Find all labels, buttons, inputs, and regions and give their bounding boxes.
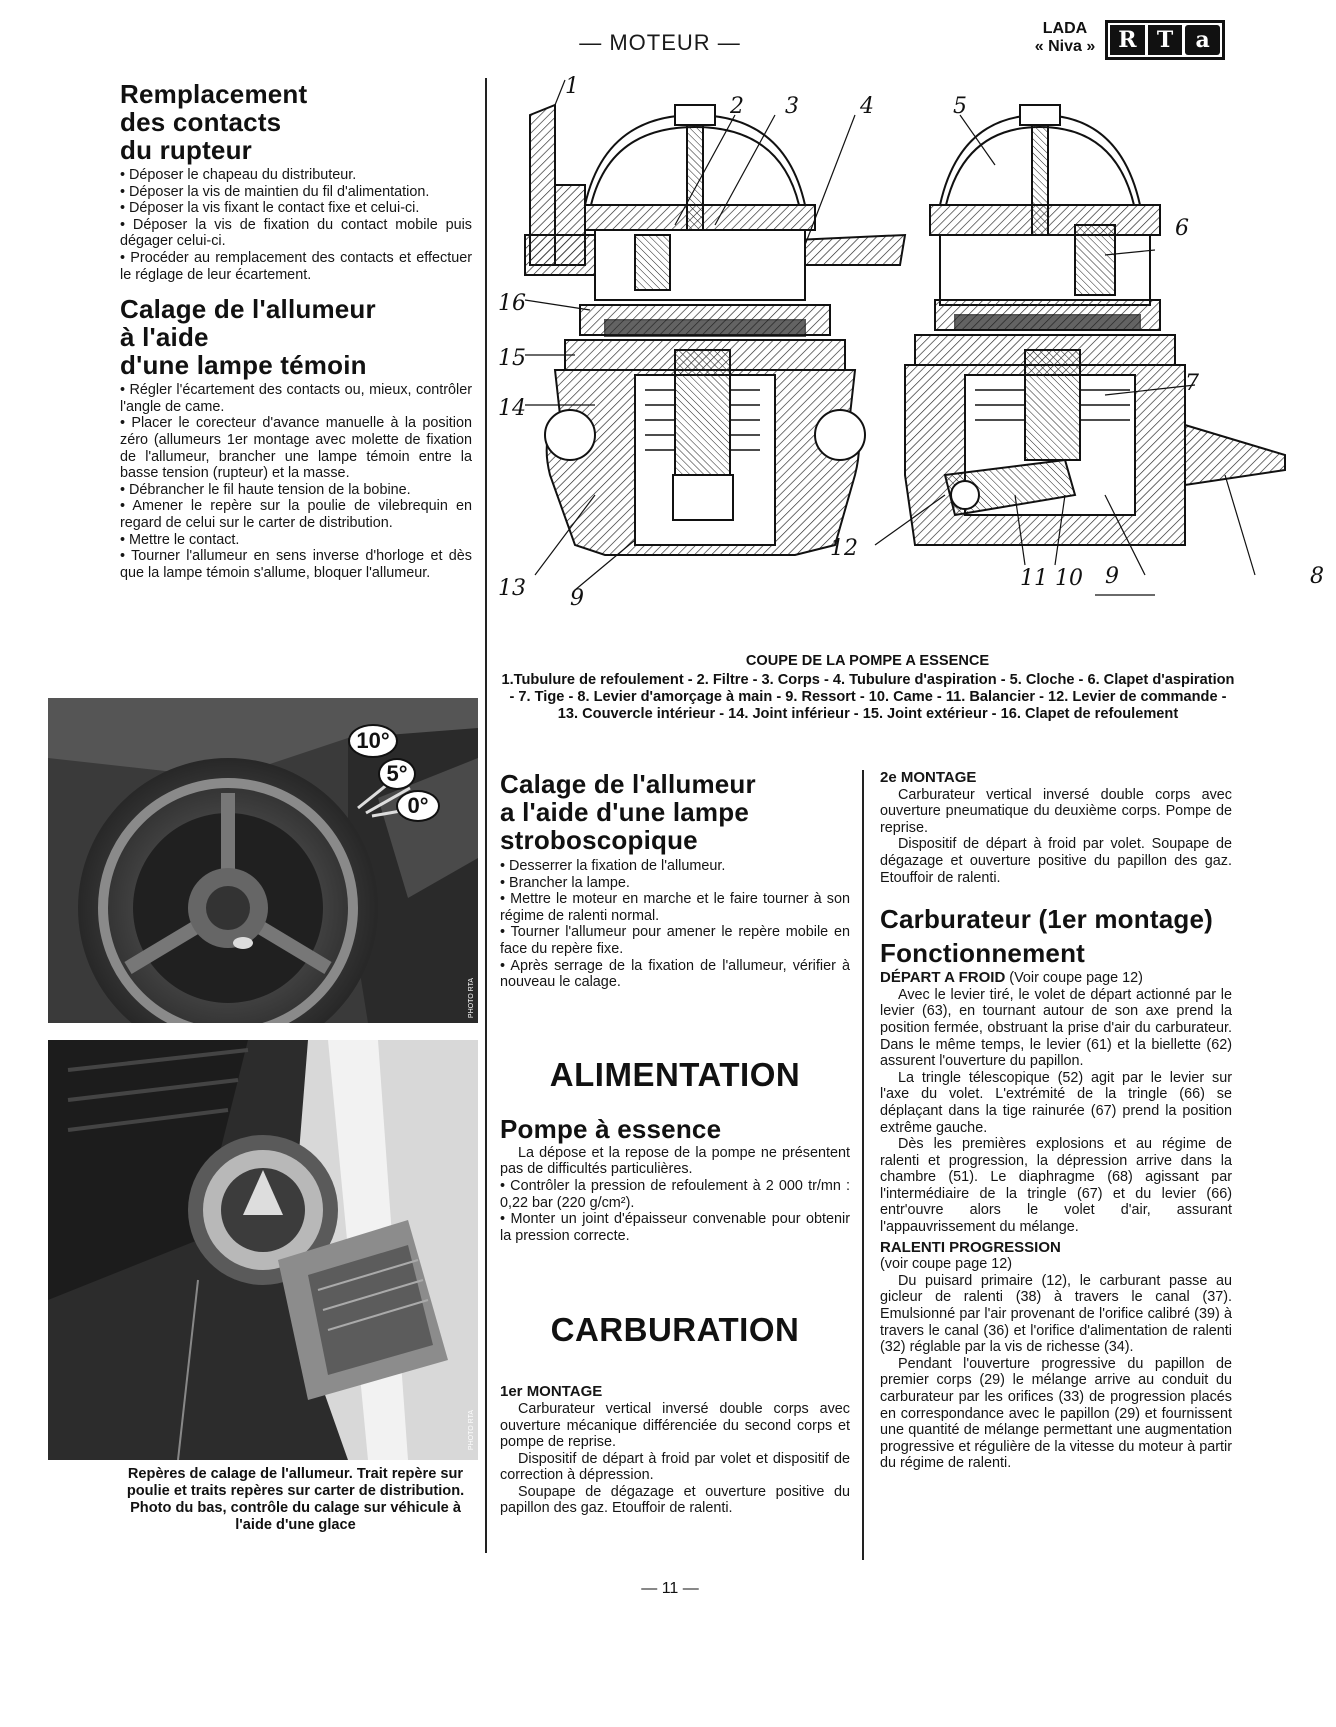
label-13: 13	[498, 576, 526, 601]
section-title-stroboscopique: Calage de l'allumeur a l'aide d'une lampe stroboscopique	[500, 769, 756, 855]
stroboscope-steps: • Desserrer la fixation de l'allumeur. • Brancher la lampe. • Mettre le moteur en marche et le faire tourner à son régime de ralenti normal. • Tourner l'allumeur pour amener le repère mobile en face du repère fixe. • Après serrage de la fixation de l'allumeur, vérifier à nouveau le calage.	[500, 858, 850, 991]
label-15: 15	[498, 346, 526, 371]
fuel-pump-cross-section	[495, 75, 1335, 650]
montage-2-text: Carburateur vertical inversé double corps avec ouverture pneumatique du deuxième corps. Pompe de reprise. Dispositif de départ à froid par volet. Soupape de dégazage et ouverture positive du papillon des gaz. Etouffoir de ralenti.	[880, 786, 1232, 886]
ralenti-progression: RALENTI PROGRESSION (voir coupe page 12) Du puisard primaire (12), le carburant passe au gicleur de ralenti (38) à travers le canal (37). Emulsionné par l'air provenant de l'orifice calibré (39) à travers le canal (36) et l'orifice d'alimentation de ralenti (32) réglable par la vis de richesse (34). Pendant l'ouverture progressive du papillon de premier corps (29) le mélange arrive au conduit du carburateur par les orifices (33) de progression placés en correspondance avec le papillon (29) et fournissent une quantité de mélange permettant une augmentation progressive et régulière de la vitesse du moteur à partir du régime de ralenti.	[880, 1238, 1232, 1472]
subheading-ralenti: RALENTI PROGRESSION	[880, 1238, 1061, 1256]
column-rule-right	[862, 770, 864, 1560]
label-9-left: 9	[570, 586, 584, 611]
rupteur-steps: • Déposer le chapeau du distributeur. • Déposer la vis de maintien du fil d'alimentation. • Déposer la vis fixant le contact fixe et celui-ci. • Déposer la vis de fixation du contact mobile puis dégager celui-ci. • Procéder au remplacement des contacts et effectuer le réglage de leur écartement.	[120, 167, 472, 283]
section-title-fonctionnement: Carburateur (1er montage) Fonctionnement	[880, 904, 1213, 969]
label-1: 1	[565, 75, 579, 99]
logo-letter-a: a	[1185, 25, 1220, 55]
label-3: 3	[785, 94, 799, 119]
subheading-1er-montage: 1er MONTAGE	[500, 1383, 603, 1401]
pompe-text: La dépose et la repose de la pompe ne présentent pas de difficultés particulières. • Contrôler la pression de refoulement à 2 000 tr/mn : 0,22 bar (220 g/cm²). • Monter un joint d'épaisseur convenable pour obtenir la pression correcte.	[500, 1144, 850, 1244]
section-title-lampe-temoin: Calage de l'allumeur à l'aide d'une lampe témoin	[120, 294, 376, 381]
label-5: 5	[953, 94, 967, 119]
section-rupteur	[120, 80, 472, 581]
photo-caption: Repères de calage de l'allumeur. Trait repère sur poulie et traits repères sur carter de distribution. Photo du bas, contrôle du calage sur véhicule à l'aide d'une glace	[126, 1466, 465, 1533]
mirror-photo-illustration	[48, 1040, 478, 1460]
label-6: 6	[1175, 216, 1189, 241]
section-title-pompe: Pompe à essence	[500, 1113, 722, 1144]
subheading-2e-montage: 2e MONTAGE	[880, 769, 977, 786]
middle-column	[500, 770, 850, 1517]
fuel-pump-diagram	[495, 75, 1335, 650]
label-2: 2	[730, 94, 744, 119]
photo-credit: PHOTO RTA	[468, 978, 475, 1019]
depart-a-froid: DÉPART A FROID (Voir coupe page 12) Avec le levier tiré, le volet de départ actionné par le levier (63), en tournant autour de son axe prend la position fermée, obstruant la prise d'air du carburateur. Dans le même temps, le levier (61) et la biellette (62) assurent l'ouverture du papillon. La tringle télescopique (52) agit par le levier sur l'axe du volet. L'extrémité de la tringle (66) se déplaçant dans la tige rainurée (67) prend la position extrême gauche. Dès les premières explosions et au régime de ralenti et progression, la dépression arrive dans la chambre (51). Le diaphragme (68) agissant par l'intermédiaire de la tringle (67) et du levier (66) entr'ouvre alors le volet d'air, assurant l'appauvrissement du mélange.	[880, 969, 1232, 1236]
lampe-temoin-steps: • Régler l'écartement des contacts ou, mieux, contrôler l'angle de came. • Placer le corecteur d'avance manuelle à la position zéro (allumeurs 1er montage avec molette de fixation de l'allumeur, brancher une lampe témoin entre la basse tension (rupteur) et la masse. • Débrancher le fil haute tension de la bobine. • Amener le repère sur la poulie de vilebrequin en regard de celui sur le carter de distribution. • Mettre le contact. • Tourner l'allumeur en sens inverse d'horloge et dès que la lampe témoin s'allume, bloquer l'allumeur.	[120, 382, 472, 581]
logo-letter-t: T	[1148, 25, 1183, 55]
photo-credit-2: PHOTO RTA	[468, 1410, 475, 1451]
right-column	[880, 770, 1232, 1472]
mark-0-degrees: 0°	[396, 790, 440, 822]
rta-logo	[1105, 20, 1225, 60]
label-9-right: 9	[1105, 564, 1119, 589]
figure-legend: 1.Tubulure de refoulement - 2. Filtre - 3. Corps - 4. Tubulure d'aspiration - 5. Cloche - 6. Clapet d'aspiration - 7. Tige - 8. Levier d'amorçage à main - 9. Ressort - 10. Came - 11. Balancier - 12. Levier de commande - 13. Couvercle intérieur - 14. Joint inférieur - 15. Joint extérieur - 16. Clapet de refoulement	[501, 672, 1235, 722]
montage-1-text: Carburateur vertical inversé double corps avec ouverture mécanique différenciée du second corps et pompe de reprise. Dispositif de départ à froid par volet et dispositif de correction à dépression. Soupape de dégazage et ouverture positive du papillon des gaz. Etouffoir de ralenti.	[500, 1400, 850, 1517]
photo-pulley-marks	[48, 698, 478, 1023]
running-header: — MOTEUR —	[579, 30, 741, 55]
label-16: 16	[498, 291, 526, 316]
label-11: 11	[1020, 566, 1048, 591]
page-number: — 11 —	[641, 1580, 699, 1597]
photo-mirror-check	[48, 1040, 478, 1460]
figure-title: COUPE DE LA POMPE A ESSENCE	[745, 653, 990, 669]
pulley-photo-illustration	[48, 698, 478, 1023]
label-10: 10	[1055, 566, 1083, 591]
label-4: 4	[860, 94, 874, 119]
subheading-depart-a-froid: DÉPART A FROID	[880, 969, 1006, 987]
heading-alimentation: ALIMENTATION	[549, 1055, 801, 1093]
mark-5-degrees: 5°	[378, 758, 416, 790]
label-12: 12	[830, 536, 858, 561]
logo-letter-r: R	[1110, 25, 1145, 55]
label-8: 8	[1310, 564, 1324, 589]
heading-carburation: CARBURATION	[550, 1311, 800, 1349]
mark-10-degrees: 10°	[348, 724, 398, 758]
column-rule-left	[485, 78, 487, 1553]
section-title-rupteur: Remplacement des contacts du rupteur	[120, 79, 308, 165]
label-7: 7	[1185, 371, 1199, 396]
label-14: 14	[498, 396, 526, 421]
brand-name: LADA « Niva »	[1034, 20, 1096, 55]
